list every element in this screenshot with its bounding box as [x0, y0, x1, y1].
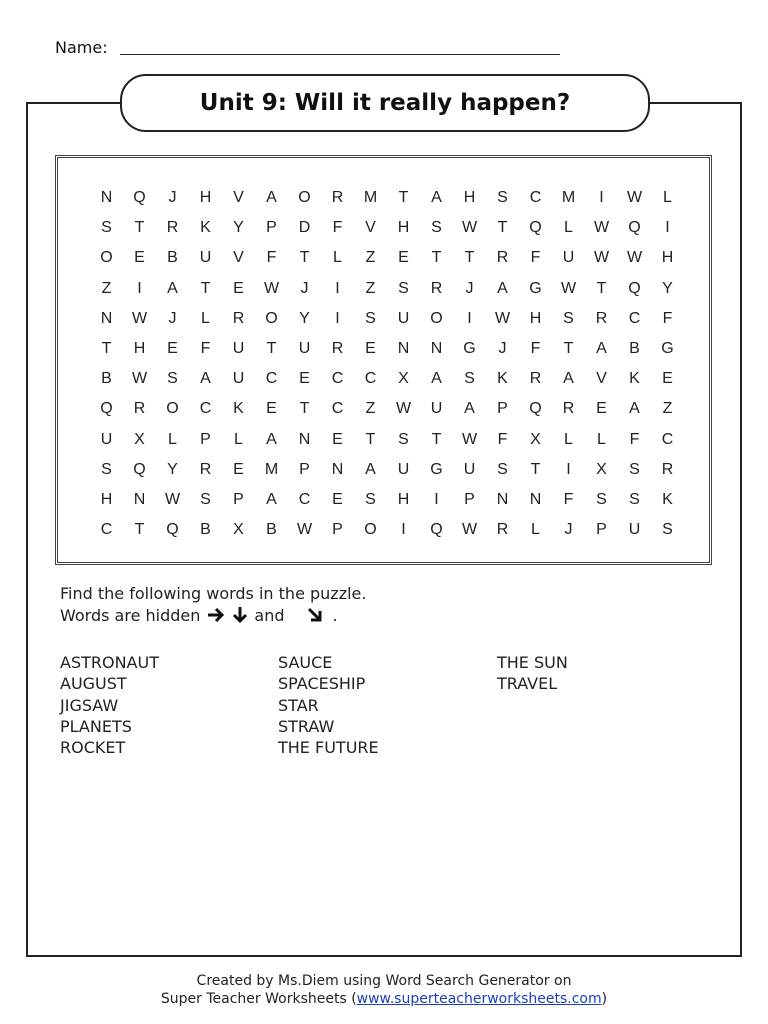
grid-letter: J [300, 279, 309, 297]
grid-letter: A [497, 279, 508, 297]
grid-letter: S [464, 370, 475, 388]
grid-letter: H [100, 490, 113, 508]
grid-letter: F [629, 430, 640, 448]
grid-letter: E [365, 340, 376, 358]
grid-letter: P [200, 430, 211, 448]
grid-letter: Z [365, 249, 376, 267]
instruction-line-2 [60, 605, 338, 625]
grid-letter: L [234, 430, 243, 448]
grid-letter: E [332, 490, 343, 508]
grid-letter: N [298, 430, 311, 448]
grid-letter: V [233, 249, 244, 267]
grid-letter: E [299, 370, 310, 388]
grid-letter: A [431, 370, 442, 388]
grid-letter: R [430, 279, 443, 297]
grid-letter: C [364, 370, 377, 388]
word-list-item: SAUCE [278, 653, 333, 672]
grid-letter: H [529, 309, 542, 327]
grid-letter: K [497, 370, 508, 388]
grid-letter: W [494, 309, 511, 327]
grid-letter: L [564, 430, 573, 448]
instruction-end: . [332, 605, 338, 625]
grid-letter: W [296, 521, 313, 539]
grid-letter: W [461, 521, 478, 539]
grid-letter: U [430, 400, 443, 418]
page-title: Unit 9: Will it really happen? [199, 90, 571, 116]
grid-letter: R [661, 460, 674, 478]
grid-letter: E [596, 400, 607, 418]
grid-letter: Q [628, 219, 641, 237]
grid-letter: L [663, 189, 672, 207]
grid-letter: J [465, 279, 474, 297]
word-list-item: SPACESHIP [278, 674, 366, 694]
grid-letter: P [497, 400, 508, 418]
grid-letter: T [365, 430, 376, 448]
grid-letter: U [562, 249, 575, 267]
grid-letter: S [629, 490, 640, 508]
grid-letter: R [232, 309, 245, 327]
grid-letter: U [397, 460, 410, 478]
grid-letter: Q [166, 521, 179, 539]
grid-letter: X [398, 370, 409, 388]
footer-prefix: Super Teacher Worksheets ( [160, 991, 357, 1007]
word-list-item: ASTRONAUT [60, 653, 159, 672]
grid-letter: E [398, 249, 409, 267]
grid-letter: E [233, 279, 244, 297]
grid-letter: S [101, 460, 112, 478]
grid-letter: K [629, 370, 640, 388]
grid-letter: W [164, 490, 181, 508]
grid-letter: G [661, 340, 674, 358]
grid-letter: Q [133, 189, 146, 207]
grid-letter: E [332, 430, 343, 448]
grid-letter: B [266, 521, 277, 539]
grid-letter: T [431, 249, 442, 267]
grid-letter: W [461, 430, 478, 448]
grid-letter: D [298, 219, 311, 237]
grid-letter: Y [662, 279, 673, 297]
grid-letter: S [563, 309, 574, 327]
grid-letter: J [498, 340, 507, 358]
word-list-item: ROCKET [60, 738, 126, 758]
word-list-item: STAR [278, 695, 319, 715]
grid-letter: K [233, 400, 244, 418]
grid-letter: T [497, 219, 508, 237]
grid-letter: I [335, 279, 340, 297]
grid-letter: Q [529, 219, 542, 237]
grid-letter: Z [365, 279, 376, 297]
grid-letter: T [596, 279, 607, 297]
grid-letter: H [661, 249, 674, 267]
grid-letter: Q [628, 279, 641, 297]
grid-letter: U [463, 460, 476, 478]
grid-letter: U [397, 309, 410, 327]
grid-letter: T [134, 521, 145, 539]
grid-letter: B [167, 249, 178, 267]
grid-letter: S [497, 189, 508, 207]
grid-letter: A [200, 370, 211, 388]
grid-letter: Z [662, 400, 673, 418]
grid-letter: A [464, 400, 475, 418]
grid-letter: R [331, 189, 344, 207]
grid-letter: H [199, 189, 212, 207]
grid-letter: X [596, 460, 607, 478]
grid-letter: R [496, 521, 509, 539]
footer-link[interactable]: www.superteacherworksheets.com [356, 991, 602, 1007]
grid-letter: S [497, 460, 508, 478]
grid-letter: W [593, 249, 610, 267]
grid-letter: U [100, 430, 113, 448]
grid-letter: W [131, 370, 148, 388]
grid-letter: T [299, 249, 310, 267]
grid-letter: I [335, 309, 340, 327]
grid-letter: B [101, 370, 112, 388]
grid-letter: T [266, 340, 277, 358]
grid-letter: S [365, 309, 376, 327]
grid-letter: O [430, 309, 443, 327]
grid-letter: A [365, 460, 376, 478]
grid-letter: T [299, 400, 310, 418]
grid-letter: I [401, 521, 406, 539]
grid-letter: K [662, 490, 673, 508]
grid-letter: C [628, 309, 641, 327]
grid-letter: U [298, 340, 311, 358]
grid-letter: I [599, 189, 604, 207]
grid-letter: F [530, 340, 541, 358]
arrow-down-right-icon [305, 605, 329, 625]
grid-letter: E [662, 370, 673, 388]
grid-letter: T [398, 189, 409, 207]
grid-letter: G [463, 340, 476, 358]
grid-letter: G [430, 460, 443, 478]
arrow-down-icon [230, 605, 254, 625]
grid-letter: U [628, 521, 641, 539]
grid-letter: H [397, 219, 410, 237]
grid-letter: S [200, 490, 211, 508]
word-list-item: PLANETS [60, 716, 132, 736]
grid-letter: E [233, 460, 244, 478]
grid-letter: C [100, 521, 113, 539]
grid-letter: N [331, 460, 344, 478]
grid-letter: R [562, 400, 575, 418]
grid-letter: F [530, 249, 541, 267]
grid-letter: T [563, 340, 574, 358]
grid-letter: S [629, 460, 640, 478]
grid-letter: S [596, 490, 607, 508]
grid-letter: N [529, 490, 542, 508]
grid-letter: S [398, 279, 409, 297]
grid-letter: Y [233, 219, 244, 237]
grid-letter: C [199, 400, 212, 418]
grid-letter: R [199, 460, 212, 478]
grid-letter: W [593, 219, 610, 237]
grid-letter: C [331, 370, 344, 388]
word-list-item: JIGSAW [60, 695, 119, 715]
grid-letter: C [298, 490, 311, 508]
word-list-item: THE FUTURE [278, 738, 379, 758]
word-list-item: STRAW [278, 716, 335, 736]
word-list-item: AUGUST [60, 674, 127, 694]
grid-letter: M [264, 460, 279, 478]
grid-letter: X [530, 430, 541, 448]
grid-letter: M [363, 189, 378, 207]
grid-letter: A [431, 189, 442, 207]
grid-letter: N [133, 490, 146, 508]
grid-letter: A [266, 490, 277, 508]
grid-letter: P [332, 521, 343, 539]
grid-letter: F [266, 249, 277, 267]
grid-letter: S [365, 490, 376, 508]
grid-letter: T [530, 460, 541, 478]
word-list-col-2 [278, 652, 379, 758]
grid-letter: S [167, 370, 178, 388]
grid-letter: I [137, 279, 142, 297]
grid-letter: L [333, 249, 342, 267]
grid-letter: N [496, 490, 509, 508]
grid-letter: V [365, 219, 376, 237]
instruction-and: and [254, 605, 285, 625]
letter-grid [90, 183, 684, 545]
grid-letter: O [100, 249, 113, 267]
grid-letter: O [298, 189, 311, 207]
grid-letter: O [265, 309, 278, 327]
grid-letter: F [563, 490, 574, 508]
grid-letter: I [665, 219, 670, 237]
grid-letter: S [101, 219, 112, 237]
instruction-prefix: Words are hidden [60, 605, 201, 625]
grid-letter: Y [299, 309, 310, 327]
grid-letter: C [661, 430, 674, 448]
instruction-line-1: Find the following words in the puzzle. [60, 584, 367, 603]
title-banner [120, 74, 650, 132]
grid-letter: V [233, 189, 244, 207]
grid-letter: P [266, 219, 277, 237]
grid-letter: L [597, 430, 606, 448]
grid-letter: N [397, 340, 410, 358]
grid-letter: Q [100, 400, 113, 418]
grid-letter: E [266, 400, 277, 418]
grid-letter: I [434, 490, 439, 508]
grid-letter: I [566, 460, 571, 478]
grid-letter: R [595, 309, 608, 327]
grid-letter: Z [101, 279, 112, 297]
grid-letter: P [299, 460, 310, 478]
grid-letter: C [265, 370, 278, 388]
word-list-col-1 [60, 652, 159, 758]
grid-letter: P [596, 521, 607, 539]
grid-letter: O [166, 400, 179, 418]
grid-letter: K [200, 219, 211, 237]
footer-line-1: Created by Ms.Diem using Word Search Generator on [196, 973, 572, 989]
grid-letter: N [430, 340, 443, 358]
name-line[interactable] [120, 54, 560, 55]
grid-letter: W [395, 400, 412, 418]
grid-letter: B [200, 521, 211, 539]
grid-letter: S [398, 430, 409, 448]
grid-letter: M [561, 189, 576, 207]
grid-letter: F [662, 309, 673, 327]
grid-letter: R [133, 400, 146, 418]
grid-letter: X [134, 430, 145, 448]
grid-letter: W [263, 279, 280, 297]
grid-letter: J [168, 189, 177, 207]
grid-letter: B [629, 340, 640, 358]
grid-letter: J [168, 309, 177, 327]
name-label: Name: [55, 38, 108, 57]
grid-letter: H [463, 189, 476, 207]
grid-letter: A [266, 189, 277, 207]
word-list-col-3 [497, 652, 568, 695]
grid-letter: A [563, 370, 574, 388]
grid-letter: R [166, 219, 179, 237]
grid-letter: W [461, 219, 478, 237]
grid-letter: H [133, 340, 146, 358]
grid-letter: Q [133, 460, 146, 478]
word-list-item: TRAVEL [497, 674, 558, 694]
grid-letter: L [531, 521, 540, 539]
grid-letter: L [168, 430, 177, 448]
footer-suffix: ) [601, 991, 608, 1007]
grid-letter: T [134, 219, 145, 237]
grid-letter: W [131, 309, 148, 327]
grid-letter: F [332, 219, 343, 237]
grid-letter: W [626, 249, 643, 267]
grid-letter: T [101, 340, 112, 358]
grid-letter: P [233, 490, 244, 508]
grid-letter: X [233, 521, 244, 539]
grid-letter: T [431, 430, 442, 448]
grid-letter: N [100, 309, 113, 327]
word-list-item: THE SUN [497, 653, 568, 672]
grid-letter: N [100, 189, 113, 207]
grid-letter: W [626, 189, 643, 207]
grid-letter: S [431, 219, 442, 237]
grid-letter: V [596, 370, 607, 388]
grid-letter: Z [365, 400, 376, 418]
footer-line-2 [0, 991, 768, 1007]
grid-letter: A [167, 279, 178, 297]
grid-letter: W [560, 279, 577, 297]
grid-letter: E [134, 249, 145, 267]
grid-letter: R [529, 370, 542, 388]
grid-letter: L [201, 309, 210, 327]
arrow-right-icon [206, 605, 230, 625]
grid-letter: U [199, 249, 212, 267]
name-row [55, 38, 108, 57]
grid-letter: Q [430, 521, 443, 539]
grid-letter: U [232, 370, 245, 388]
grid-letter: U [232, 340, 245, 358]
grid-letter: O [364, 521, 377, 539]
grid-letter: F [497, 430, 508, 448]
grid-letter: C [331, 400, 344, 418]
grid-letter: E [167, 340, 178, 358]
grid-letter: Q [529, 400, 542, 418]
grid-letter: G [529, 279, 542, 297]
grid-letter: T [200, 279, 211, 297]
grid-letter: A [629, 400, 640, 418]
grid-letter: S [662, 521, 673, 539]
grid-letter: J [564, 521, 573, 539]
grid-letter: A [266, 430, 277, 448]
grid-letter: I [467, 309, 472, 327]
grid-letter: C [529, 189, 542, 207]
grid-letter: Y [167, 460, 178, 478]
grid-letter: A [596, 340, 607, 358]
grid-letter: L [564, 219, 573, 237]
grid-letter: F [200, 340, 211, 358]
grid-letter: H [397, 490, 410, 508]
grid-letter: R [331, 340, 344, 358]
grid-letter: P [464, 490, 475, 508]
grid-letter: T [464, 249, 475, 267]
grid-letter: R [496, 249, 509, 267]
